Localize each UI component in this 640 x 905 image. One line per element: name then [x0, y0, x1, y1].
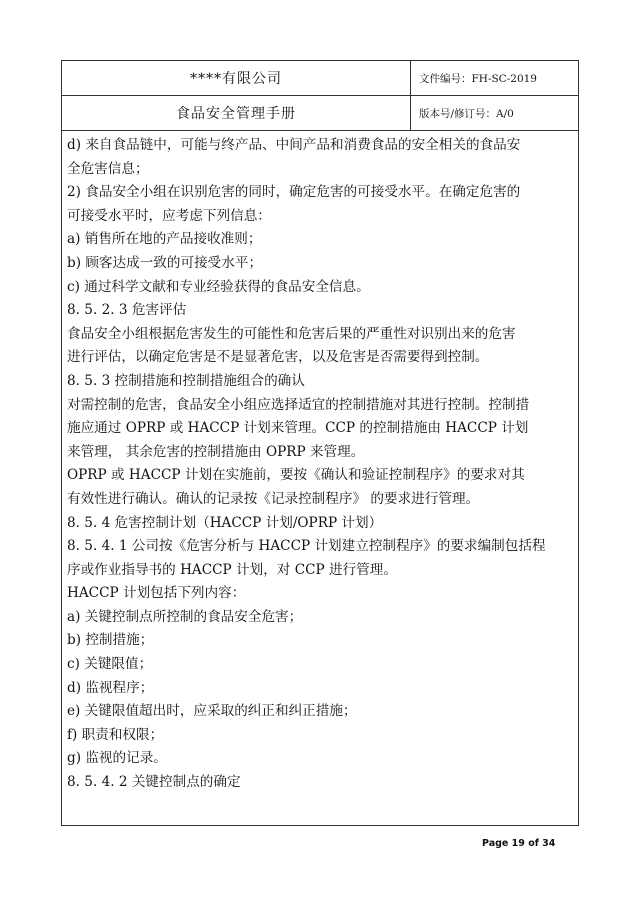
body-line: 2) 食品安全小组在识别危害的同时，确定危害的可接受水平。在确定危害的	[67, 184, 521, 201]
body-line: 全危害信息；	[67, 160, 149, 177]
section-heading: 8. 5. 4. 2 关键控制点的确定	[67, 774, 241, 791]
list-item: f) 职责和权限；	[67, 726, 164, 743]
header-row-title	[62, 96, 578, 131]
version-number: 版本号/修订号：A/0	[419, 107, 514, 120]
company-name: ****有限公司	[62, 61, 411, 95]
body-line: d) 来自食品链中，可能与终产品、中间产品和消费食品的安全相关的食品安	[67, 137, 521, 153]
section-heading: 8. 5. 3 控制措施和控制措施组合的确认	[67, 372, 305, 389]
body-line: 对需控制的危害，食品安全小组应选择适宜的控制措施对其进行控制。控制措	[67, 396, 530, 413]
header-row-company	[62, 61, 578, 96]
list-item: b) 控制措施；	[67, 632, 154, 649]
list-item: g) 监视的记录。	[67, 750, 167, 767]
body-line: 8. 5. 4. 1 公司按《危害分析与 HACCP 计划建立控制程序》的要求编制包括程	[67, 538, 546, 555]
body-line: 施应通过 OPRP 或 HACCP 计划来管理。CCP 的控制措施由 HACCP 计划	[67, 420, 529, 437]
body-line: 来管理， 其余危害的控制措施由 OPRP 来管理。	[67, 443, 365, 460]
body-line: HACCP 计划包括下列内容：	[67, 585, 246, 602]
document-body	[67, 134, 573, 795]
list-item: e) 关键限值超出时，应采取的纠正和纠正措施；	[67, 703, 357, 720]
page-number: Page 19 of 34	[482, 838, 556, 849]
section-heading: 8. 5. 4 危害控制计划（HACCP 计划/OPRP 计划）	[67, 514, 383, 531]
body-line: 可接受水平时，应考虑下列信息：	[67, 207, 271, 224]
body-line: a) 销售所在地的产品接收准则；	[67, 231, 262, 248]
body-line: c) 通过科学文献和专业经验获得的食品安全信息。	[67, 278, 370, 295]
body-line: 有效性进行确认。确认的记录按《记录控制程序》 的要求进行管理。	[67, 490, 480, 507]
body-line: b) 顾客达成一致的可接受水平；	[67, 254, 263, 271]
document-frame	[61, 60, 579, 826]
body-line: 进行评估，以确定危害是不是显著危害，以及危害是否需要得到控制。	[67, 349, 489, 366]
section-heading: 8. 5. 2. 3 危害评估	[67, 302, 187, 319]
body-line: OPRP 或 HACCP 计划在实施前，要按《确认和验证控制程序》的要求对其	[67, 467, 525, 484]
list-item: d) 监视程序；	[67, 679, 154, 696]
document-number: 文件编号：FH-SC-2019	[419, 72, 537, 85]
list-item: a) 关键控制点所控制的食品安全危害；	[67, 608, 303, 625]
list-item: c) 关键限值；	[67, 656, 153, 673]
body-line: 食品安全小组根据危害发生的可能性和危害后果的严重性对识别出来的危害	[67, 325, 516, 342]
manual-title: 食品安全管理手册	[62, 96, 411, 130]
body-line: 序或作业指导书的 HACCP 计划，对 CCP 进行管理。	[67, 561, 397, 578]
